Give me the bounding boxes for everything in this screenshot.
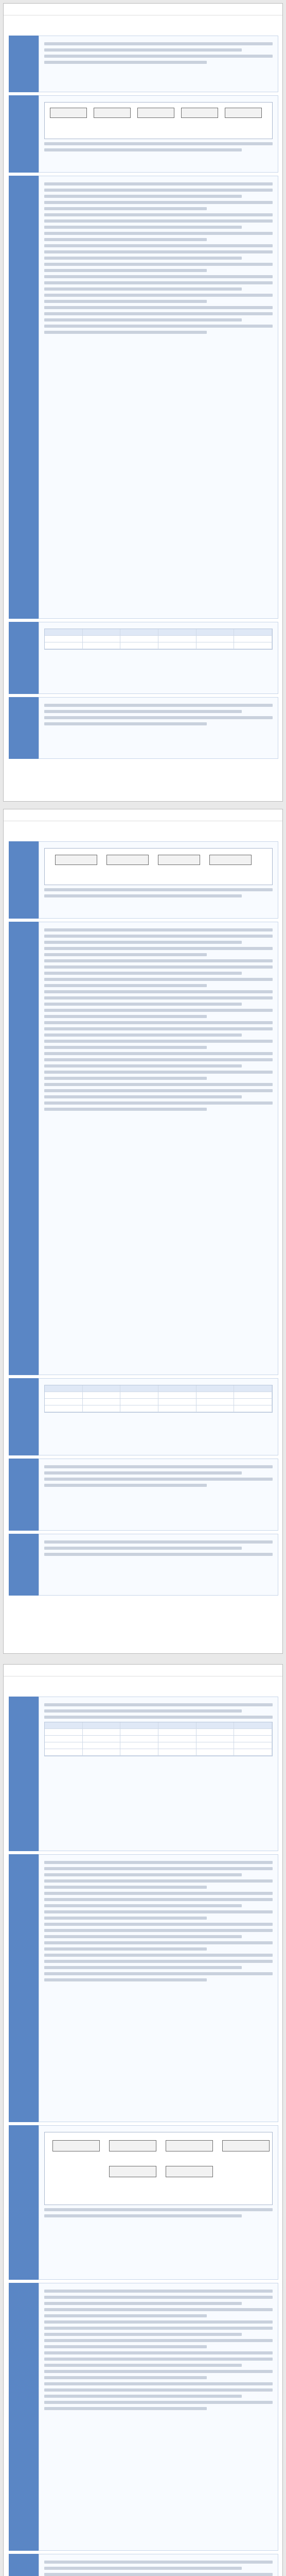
case-row	[9, 2283, 278, 2551]
row-label	[9, 1459, 39, 1531]
row-content	[39, 1854, 278, 2122]
row-content	[39, 36, 278, 92]
row-label	[9, 922, 39, 1375]
case-row	[9, 1534, 278, 1596]
row-content	[39, 2283, 278, 2551]
row-content	[39, 95, 278, 173]
row-label	[9, 2125, 39, 2280]
data-table	[44, 1722, 273, 1756]
row-label	[9, 1378, 39, 1455]
row-label	[9, 36, 39, 92]
case-row	[9, 1459, 278, 1531]
row-content	[39, 622, 278, 694]
case-title	[4, 15, 282, 23]
row-content	[39, 922, 278, 1375]
row-label	[9, 95, 39, 173]
case-row	[9, 2554, 278, 2576]
case-card	[3, 3, 283, 802]
case-title	[4, 821, 282, 828]
data-table	[44, 1385, 273, 1413]
case-row	[9, 697, 278, 759]
row-content	[39, 176, 278, 619]
case-row	[9, 2125, 278, 2280]
data-table	[44, 629, 273, 650]
case-row	[9, 922, 278, 1375]
case-row	[9, 95, 278, 173]
case-header	[4, 809, 282, 821]
case-row	[9, 622, 278, 694]
case-row	[9, 176, 278, 619]
case-header	[4, 1665, 282, 1676]
row-content	[39, 2125, 278, 2280]
process-diagram	[44, 102, 273, 139]
process-diagram	[44, 848, 273, 885]
row-content	[39, 1534, 278, 1596]
case-title	[4, 1676, 282, 1684]
row-content	[39, 1378, 278, 1455]
row-label	[9, 841, 39, 919]
row-label	[9, 1534, 39, 1596]
case-row	[9, 1378, 278, 1455]
case-card	[3, 809, 283, 1654]
row-label	[9, 1697, 39, 1851]
case-row	[9, 1854, 278, 2122]
row-content	[39, 2554, 278, 2576]
row-content	[39, 697, 278, 759]
row-label	[9, 2283, 39, 2551]
row-content	[39, 1697, 278, 1851]
case-row	[9, 841, 278, 919]
row-content	[39, 1459, 278, 1531]
case-row	[9, 36, 278, 92]
row-label	[9, 176, 39, 619]
case-header	[4, 4, 282, 15]
process-diagram	[44, 2132, 273, 2205]
row-label	[9, 2554, 39, 2576]
case-row	[9, 1697, 278, 1851]
row-label	[9, 697, 39, 759]
row-label	[9, 622, 39, 694]
row-label	[9, 1854, 39, 2122]
row-content	[39, 841, 278, 919]
case-card	[3, 1664, 283, 2576]
